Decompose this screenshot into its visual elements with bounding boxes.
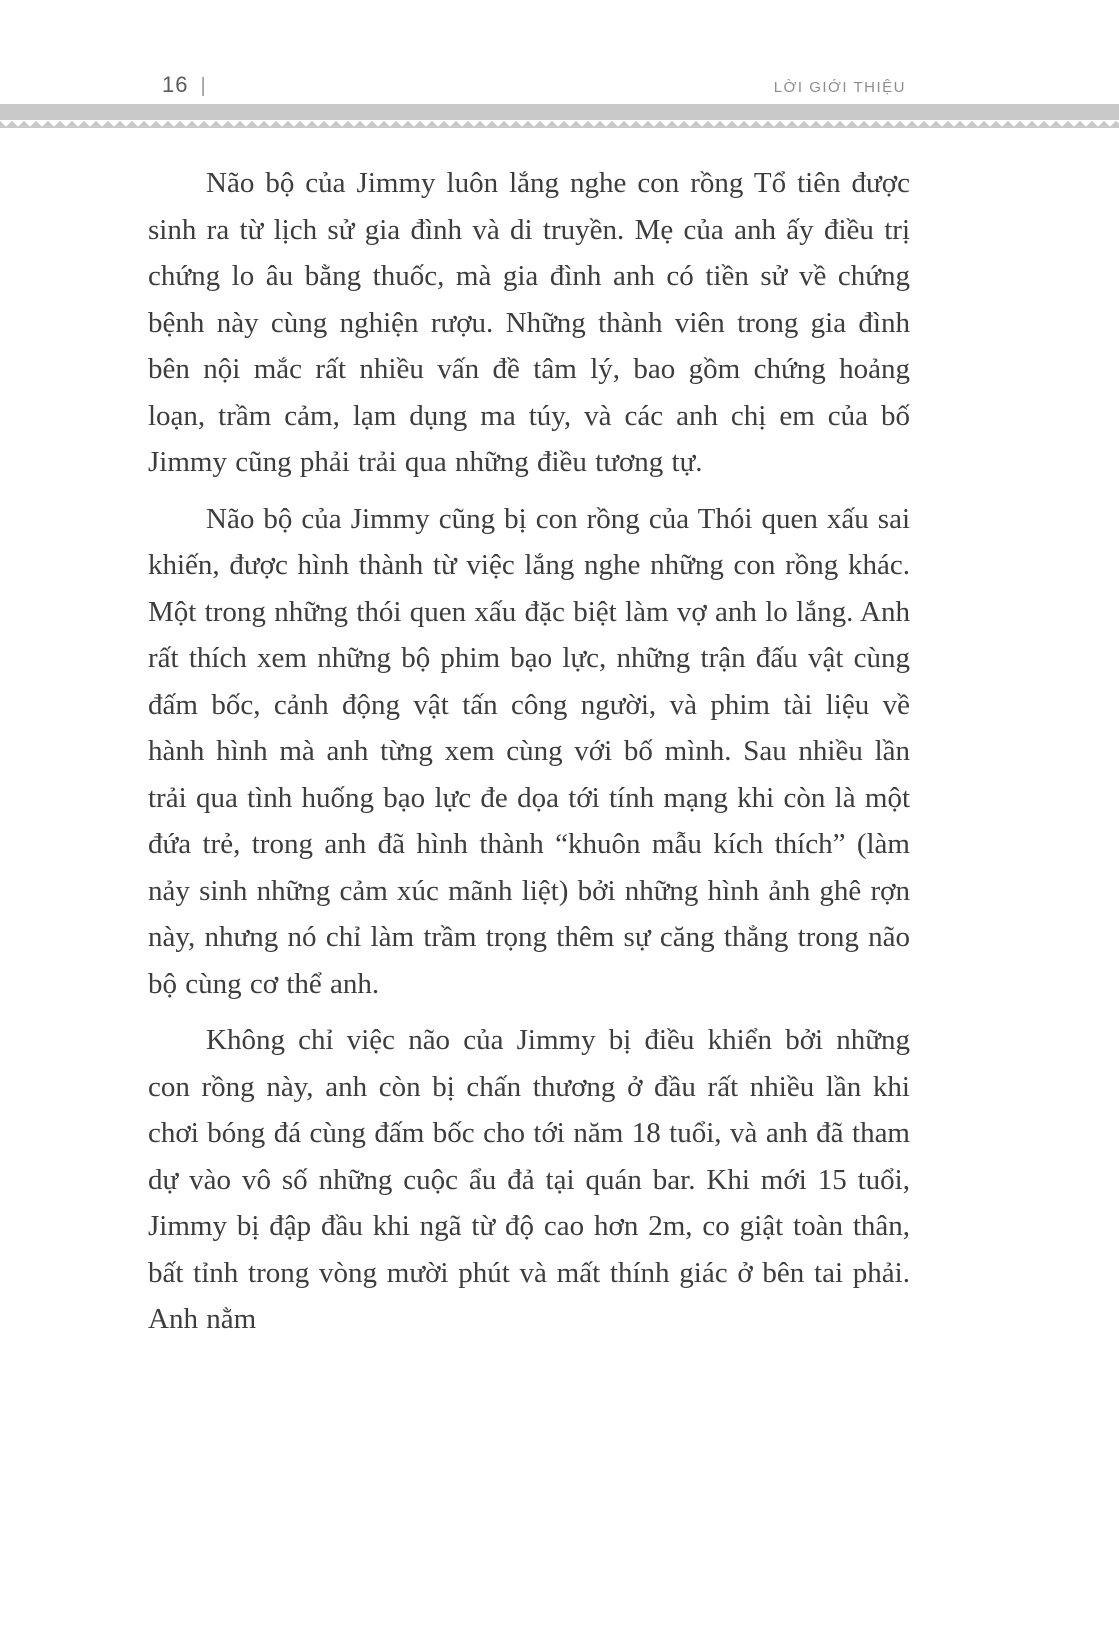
running-header [162,72,906,98]
torn-edge-divider [0,104,1119,120]
page-number-divider: | [200,75,206,97]
paragraph: Não bộ của Jimmy cũng bị con rồng của Thói quen xấu sai khiến, được hình thành từ việc lắng nghe những con rồng khác. Một trong những thói quen xấu đặc biệt làm vợ anh lo lắng. Anh rất thích xem những bộ phim bạo lực, những trận đấu vật cùng đấm bốc, cảnh động vật tấn công người, và phim tài liệu về hành hình mà anh từng xem cùng với bố mình. Sau nhiều lần trải qua tình huống bạo lực đe dọa tới tính mạng khi còn là một đứa trẻ, trong anh đã hình thành “khuôn mẫu kích thích” (làm nảy sinh những cảm xúc mãnh liệt) bởi những hình ảnh ghê rợn này, nhưng nó chỉ làm trầm trọng thêm sự căng thẳng trong não bộ cùng cơ thể anh. [148,502,910,1000]
chapter-title: LỜI GIỚI THIỆU [773,79,906,96]
paragraph: Không chỉ việc não của Jimmy bị điều khiển bởi những con rồng này, anh còn bị chấn thương ở đầu rất nhiều lần khi chơi bóng đá cùng đấm bốc cho tới năm 18 tuổi, và anh đã tham dự vào vô số những cuộc ẩu đả tại quán bar. Khi mới 15 tuổi, Jimmy bị đập đầu khi ngã từ độ cao hơn 2m, co giật toàn thân, bất tỉnh trong vòng mười phút và mất thính giác ở bên tai phải. Anh nằm [148,1024,910,1335]
page-number: 16 [162,72,189,97]
paragraph: Não bộ của Jimmy luôn lắng nghe con rồng Tổ tiên được sinh ra từ lịch sử gia đình và di truyền. Mẹ của anh ấy điều trị chứng lo âu bằng thuốc, mà gia đình anh có tiền sử về chứng bệnh này cùng nghiện rượu. Những thành viên trong gia đình bên nội mắc rất nhiều vấn đề tâm lý, bao gồm chứng hoảng loạn, trầm cảm, lạm dụng ma túy, và các anh chị em của bố Jimmy cũng phải trải qua những điều tương tự. [148,167,910,478]
page-number-group [162,72,206,98]
page-body [148,160,910,1353]
